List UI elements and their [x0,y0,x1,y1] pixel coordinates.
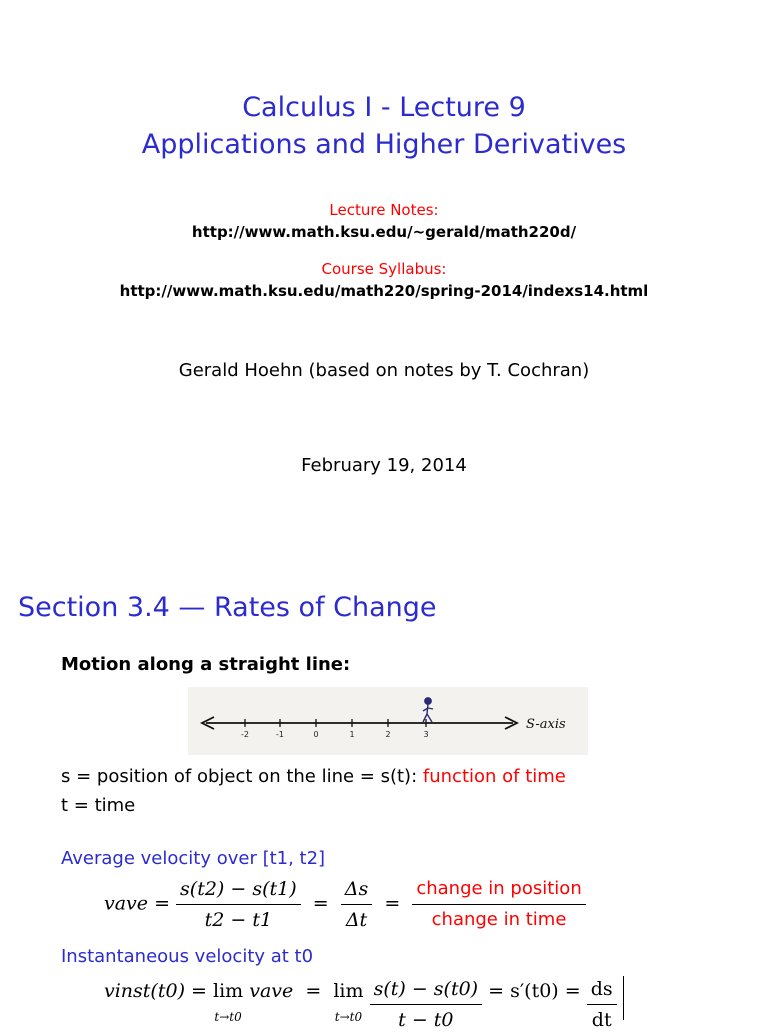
ds-dt-fraction [587,976,617,1033]
tick-label: 3 [423,730,429,739]
ds: ds [590,978,613,1000]
inst-denominator: t − t0 [370,1004,483,1033]
tick-label: -1 [276,730,284,739]
limit-2: lim t→t0 [333,980,364,1024]
title-line-1: Calculus I - Lecture 9 [242,92,526,123]
tick-label: 1 [349,730,355,739]
limit-1: lim t→t0 [213,980,244,1024]
lecture-notes-link[interactable]: http://www.math.ksu.edu/~gerald/math220d/ [191,223,577,241]
definition-s-text: s = position of object on the line = s(t): [61,766,418,787]
delta-t: Δt [341,904,372,933]
section-subheading: Motion along a straight line: [61,654,351,675]
instantaneous-velocity-formula: vinst(t0) = lim t→t0 vave = lim t→t0 $\frac{s(t) - s(t0)}{t - t0}$ = s′(t0) = $\frac{ds}{dt}$ [104,978,624,1033]
vave-term: vave [249,980,294,1002]
evaluation-bar [623,976,625,1020]
delta-s: Δs [344,878,369,900]
inst-lhs: vinst(t0) = [104,980,207,1002]
number-line-diagram [188,687,588,755]
average-velocity-formula: vave = $\frac{s(t2) - s(t1)}{t2 - t1}$ = $\frac{\Delta s}{\Delta t}$ = $\frac{\text{change in position}}{\text{change in time}}$ [104,876,586,933]
author: Gerald Hoehn (based on notes by T. Cochran) [178,360,590,381]
derivative-equals: = s′(t0) = [488,980,581,1002]
title-line-2: Applications and Higher Derivatives [141,129,627,160]
average-velocity-heading: Average velocity over [t1, t2] [61,848,326,869]
fraction-numerator: s(t2) − s(t1) [180,878,297,900]
tick-label: 0 [313,730,319,739]
syllabus-link[interactable]: http://www.math.ksu.edu/math220/spring-2014/indexs14.html [119,282,649,300]
inst-fraction [370,976,483,1033]
date: February 19, 2014 [301,455,467,476]
fraction-words [412,876,585,933]
definition-t: t = time [61,795,136,816]
fraction-difference-quotient [176,876,301,933]
axis-label: S-axis [526,717,566,732]
tick-label: -2 [241,730,249,739]
tick-label: 2 [385,730,391,739]
section-heading: Section 3.4 — Rates of Change [18,592,437,623]
fraction-denominator: t2 − t1 [176,904,301,933]
lecture-notes-label: Lecture Notes: [329,201,439,219]
dt: dt [587,1004,617,1033]
change-in-time: change in time [412,904,585,933]
formula-lhs: vave = [104,892,170,915]
instantaneous-velocity-heading: Instantaneous velocity at t0 [61,946,314,967]
definition-s [61,766,566,787]
inst-numerator: s(t) − s(t0) [373,978,479,1000]
change-in-position: change in position [416,878,582,899]
syllabus-label: Course Syllabus: [321,260,447,278]
function-of-time-highlight: function of time [422,766,566,787]
fraction-delta [341,876,372,933]
